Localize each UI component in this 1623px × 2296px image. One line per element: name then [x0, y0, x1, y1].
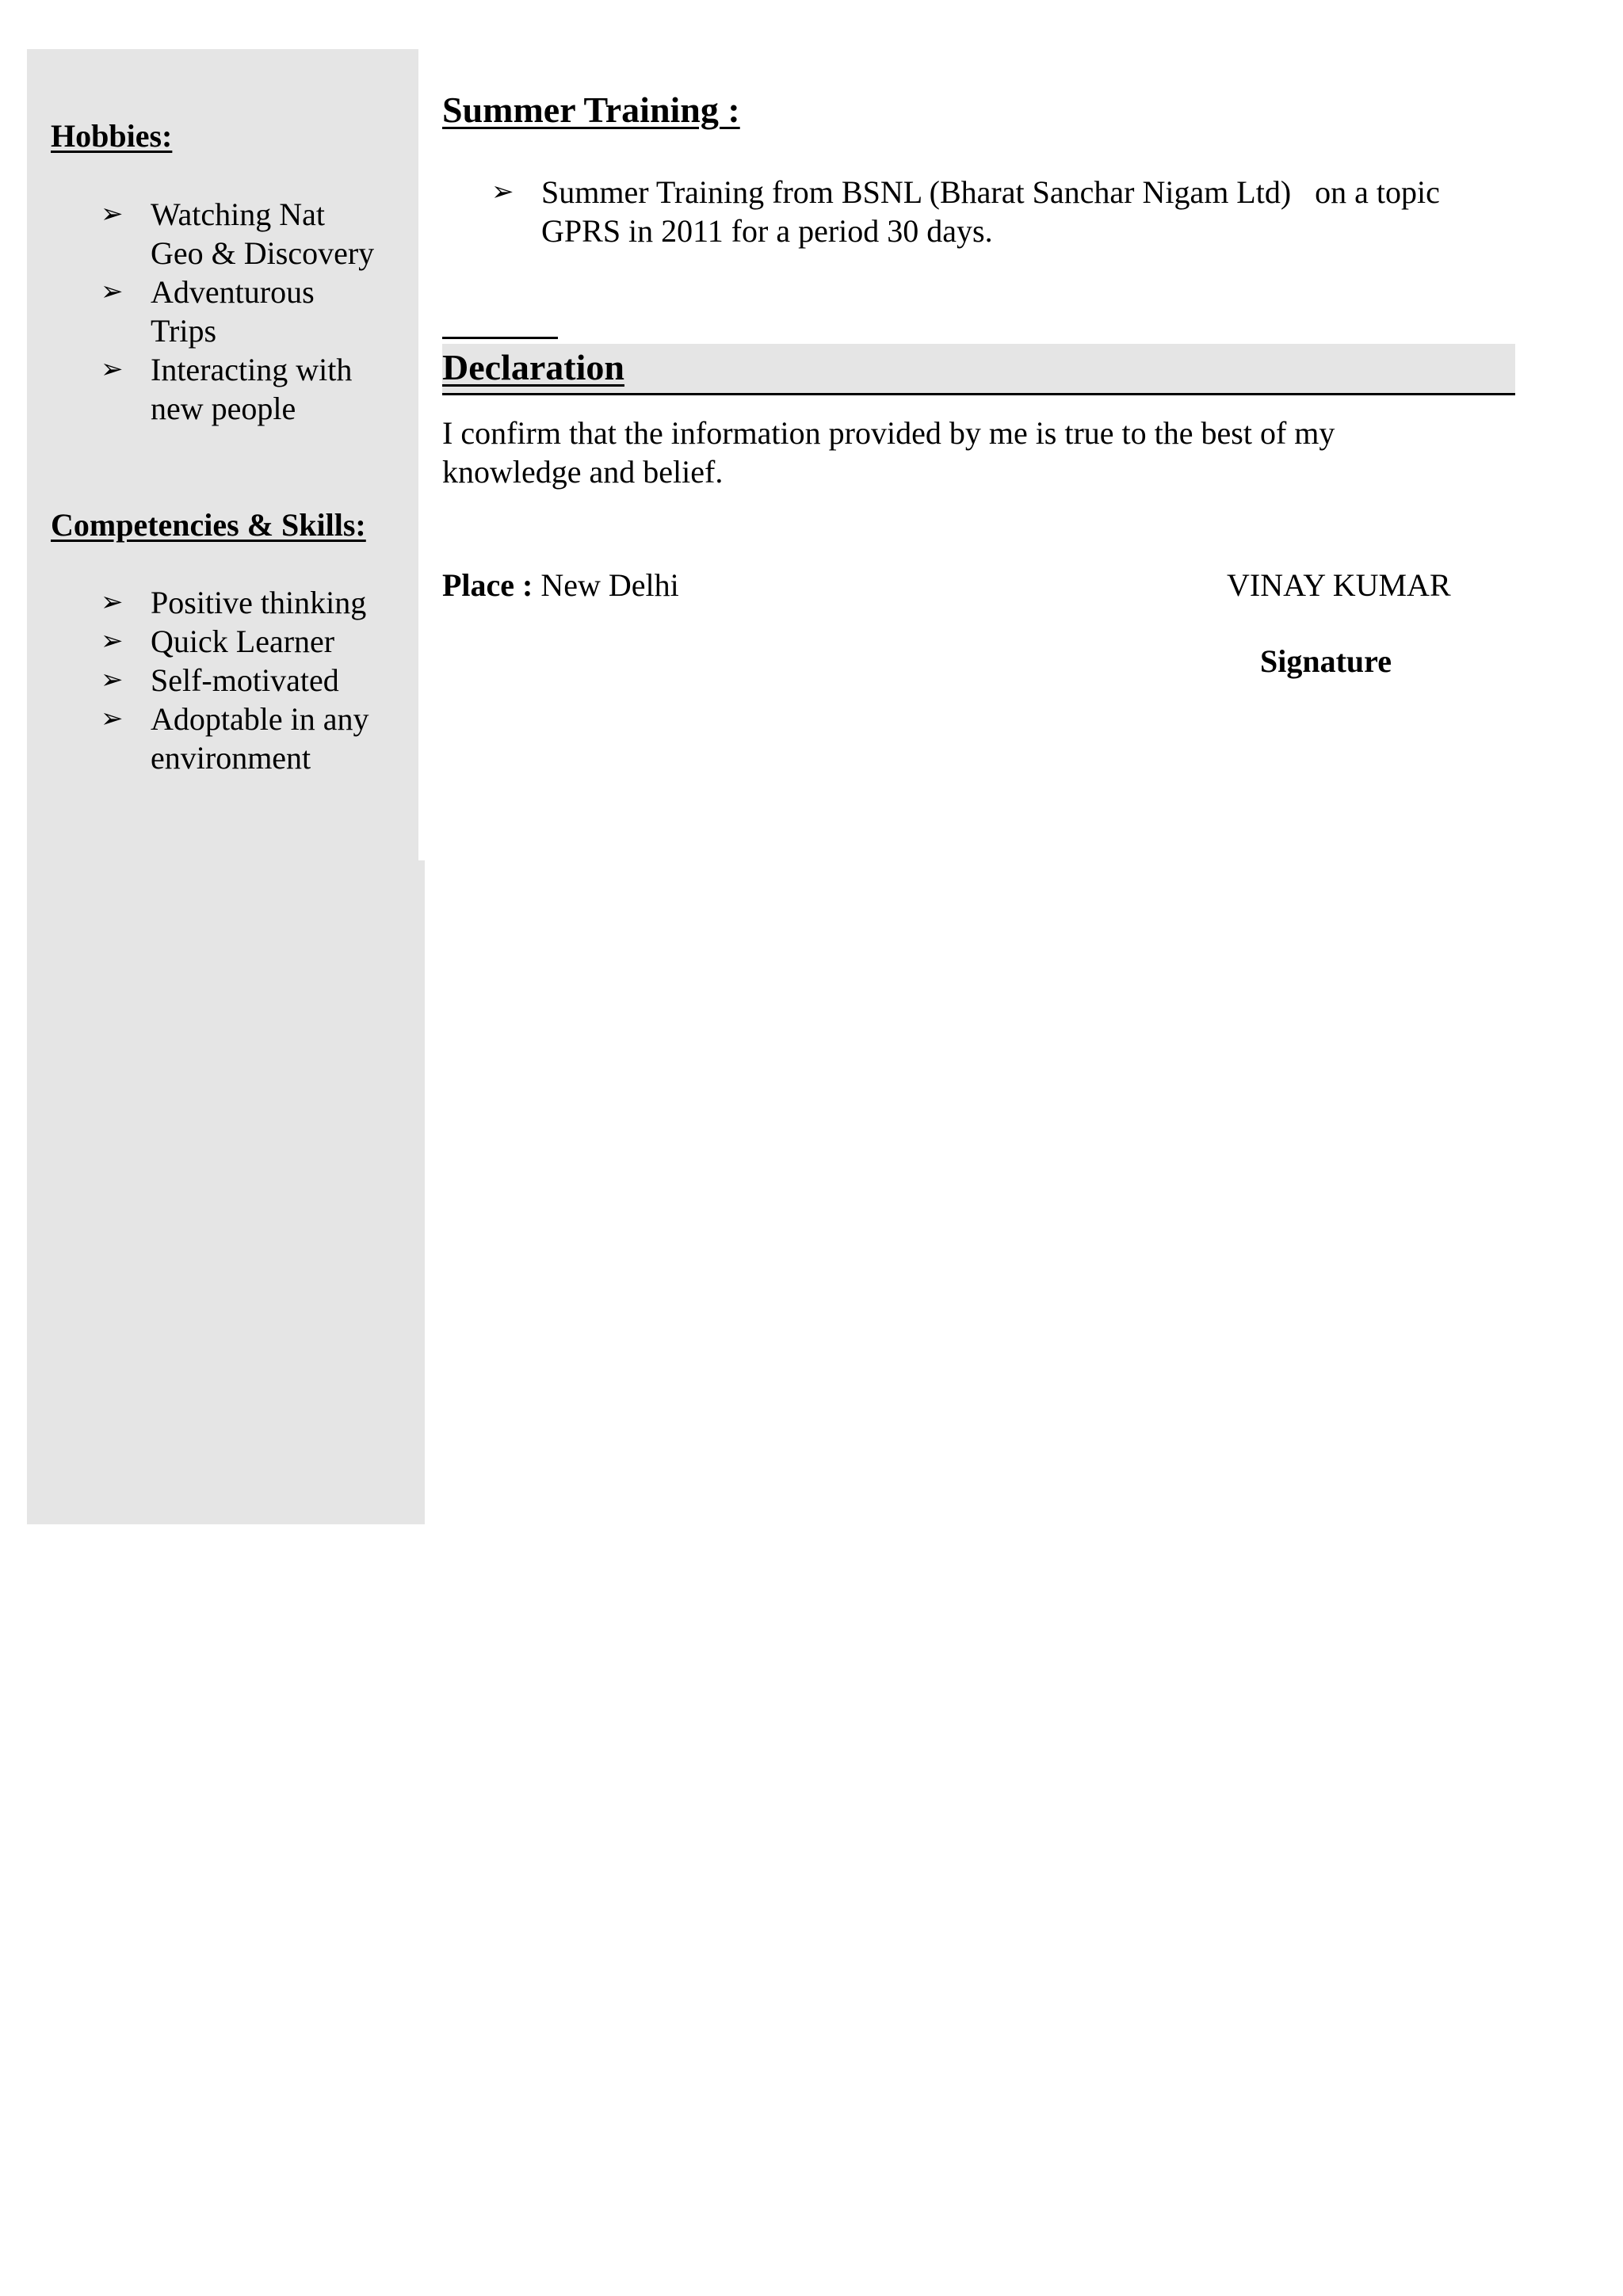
- sidebar-panel-lower: [27, 860, 425, 1524]
- place-value: New Delhi: [540, 567, 679, 603]
- applicant-name: VINAY KUMAR: [1227, 567, 1451, 603]
- arrow-bullet-icon: ➢: [101, 353, 124, 385]
- place-label: Place :: [442, 567, 533, 603]
- arrow-bullet-icon: ➢: [101, 198, 124, 230]
- signature-label: Signature: [1260, 643, 1392, 679]
- list-item-line: Interacting with: [151, 352, 353, 387]
- list-item-line: Adoptable in any: [151, 701, 369, 737]
- hobbies-list: [101, 195, 418, 428]
- list-item: [101, 273, 418, 350]
- declaration-text-line: I confirm that the information provided by me is true to the best of my: [442, 415, 1335, 451]
- skills-heading: Competencies & Skills:: [51, 507, 366, 543]
- arrow-bullet-icon: ➢: [101, 276, 124, 307]
- list-item-line: Self-motivated: [151, 662, 339, 698]
- declaration-text-line: knowledge and belief.: [442, 454, 724, 490]
- list-item-line: Watching Nat: [151, 196, 326, 232]
- summer-training-list: [491, 173, 1498, 250]
- hobbies-heading: Hobbies:: [51, 118, 173, 154]
- list-item: [101, 700, 418, 777]
- list-item-line: Summer Training from BSNL (Bharat Sanchar Nigam Ltd) on a topic: [541, 174, 1440, 210]
- arrow-bullet-icon: ➢: [101, 664, 124, 696]
- arrow-bullet-icon: ➢: [101, 586, 124, 618]
- list-item: [101, 350, 418, 428]
- list-item-line: Quick Learner: [151, 624, 335, 659]
- list-item-line: Geo & Discovery: [151, 235, 375, 271]
- arrow-bullet-icon: ➢: [101, 625, 124, 657]
- place-line: [442, 566, 679, 605]
- list-item-line: new people: [151, 391, 296, 426]
- summer-training-heading: Summer Training :: [442, 90, 740, 130]
- arrow-bullet-icon: ➢: [101, 703, 124, 734]
- declaration-text: [442, 414, 1472, 491]
- list-item: [101, 583, 418, 622]
- list-item-line: GPRS in 2011 for a period 30 days.: [541, 213, 993, 249]
- list-item: [491, 173, 1498, 250]
- list-item-line: Trips: [151, 313, 217, 349]
- list-item: [101, 661, 418, 700]
- list-item-line: environment: [151, 740, 311, 776]
- skills-list: [101, 583, 418, 777]
- divider: [442, 337, 558, 339]
- declaration-header-band: [442, 344, 1515, 395]
- list-item: [101, 195, 418, 273]
- list-item: [101, 622, 418, 661]
- list-item-line: Positive thinking: [151, 585, 367, 620]
- declaration-heading: Declaration: [442, 347, 624, 387]
- arrow-bullet-icon: ➢: [491, 176, 514, 208]
- list-item-line: Adventurous: [151, 274, 315, 310]
